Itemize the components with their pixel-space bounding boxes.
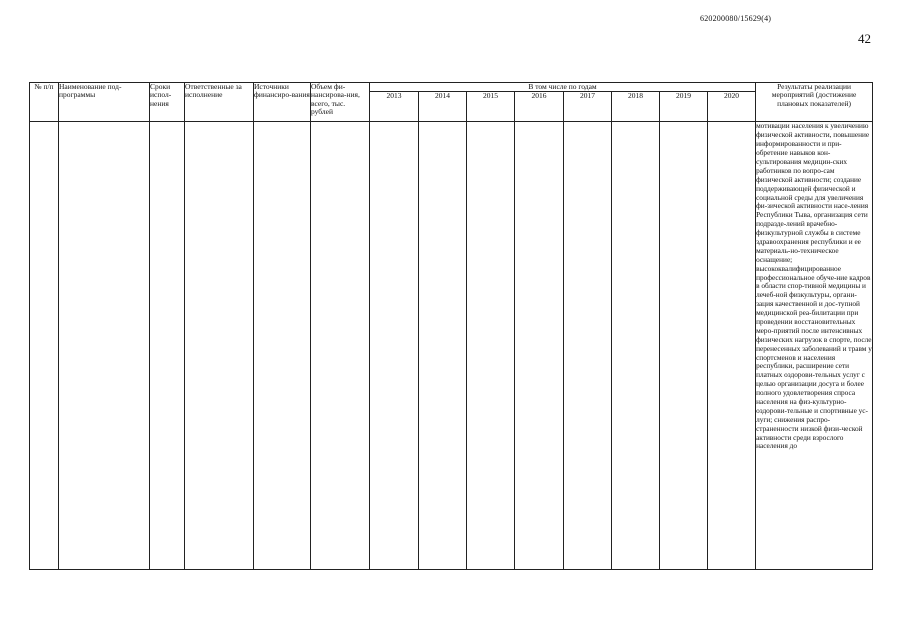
header-responsible: Ответственные за исполнение — [185, 83, 254, 122]
cell-year-2016 — [515, 122, 564, 570]
header-year-2013: 2013 — [370, 92, 419, 122]
header-subprogram-name: Наименование под-программы — [59, 83, 150, 122]
header-year-2020: 2020 — [708, 92, 756, 122]
header-by-years: В том числе по годам — [370, 83, 756, 92]
header-terms: Сроки испол-нения — [150, 83, 185, 122]
header-year-2019: 2019 — [660, 92, 708, 122]
header-year-2018: 2018 — [612, 92, 660, 122]
header-year-2017: 2017 — [564, 92, 612, 122]
cell-name — [59, 122, 150, 570]
page-number: 42 — [858, 31, 871, 46]
cell-year-2017 — [564, 122, 612, 570]
cell-num — [30, 122, 59, 570]
header-year-2016: 2016 — [515, 92, 564, 122]
cell-year-2013 — [370, 122, 419, 570]
document-id: 620200080/15629(4) — [700, 14, 772, 23]
cell-year-2019 — [660, 122, 708, 570]
cell-results-text: мотивации населения к увеличению физической активности, повышение информированности и при-обретение навыков кон-сультирования медицин-ских работников по вопро-сам физической активности; создание поддерживающей физической и социальной среды для увеличения фи-зической активности насе-ления Республики Тыва, организация сети подразде-лений врачебно-физкультурной службы в системе здравоохранения республики и ее материаль-но-техническое оснащение; высококвалифицированное профессиональное обуче-ние кадров в области спор-тивной медицины и лечеб-ной физкультуры, органи-зация качественной и дос-тупной медицинской реа-билитации при проведении восстановительных меро-приятий после интенсивных физических нагрузок в спорте, после перенесенных заболеваний и травм у спортсменов и населения республики, расширение сети платных оздорови-тельных услуг с целью организации досуга и более полного удовлетворения спроса населения на физ-культурно-оздорови-тельные и спортивные ус-луги; снижения распро-страненности низкой физи-ческой активности среди взрослого населения до — [756, 122, 873, 570]
cell-year-2015 — [467, 122, 515, 570]
program-table — [29, 82, 873, 570]
header-funding-sources: Источники финансиро-вания — [254, 83, 311, 122]
header-results: Результаты реализации мероприятий (достижение плановых показателей) — [756, 83, 873, 122]
cell-volume — [311, 122, 370, 570]
table-row — [30, 122, 873, 570]
header-year-2014: 2014 — [419, 92, 467, 122]
cell-year-2018 — [612, 122, 660, 570]
header-num: № п/п — [30, 83, 59, 122]
cell-responsible — [185, 122, 254, 570]
cell-year-2014 — [419, 122, 467, 570]
cell-sources — [254, 122, 311, 570]
cell-terms — [150, 122, 185, 570]
header-year-2015: 2015 — [467, 92, 515, 122]
cell-year-2020 — [708, 122, 756, 570]
header-funding-volume: Объем фи-нансирова-ния, всего, тыс. рублей — [311, 83, 370, 122]
